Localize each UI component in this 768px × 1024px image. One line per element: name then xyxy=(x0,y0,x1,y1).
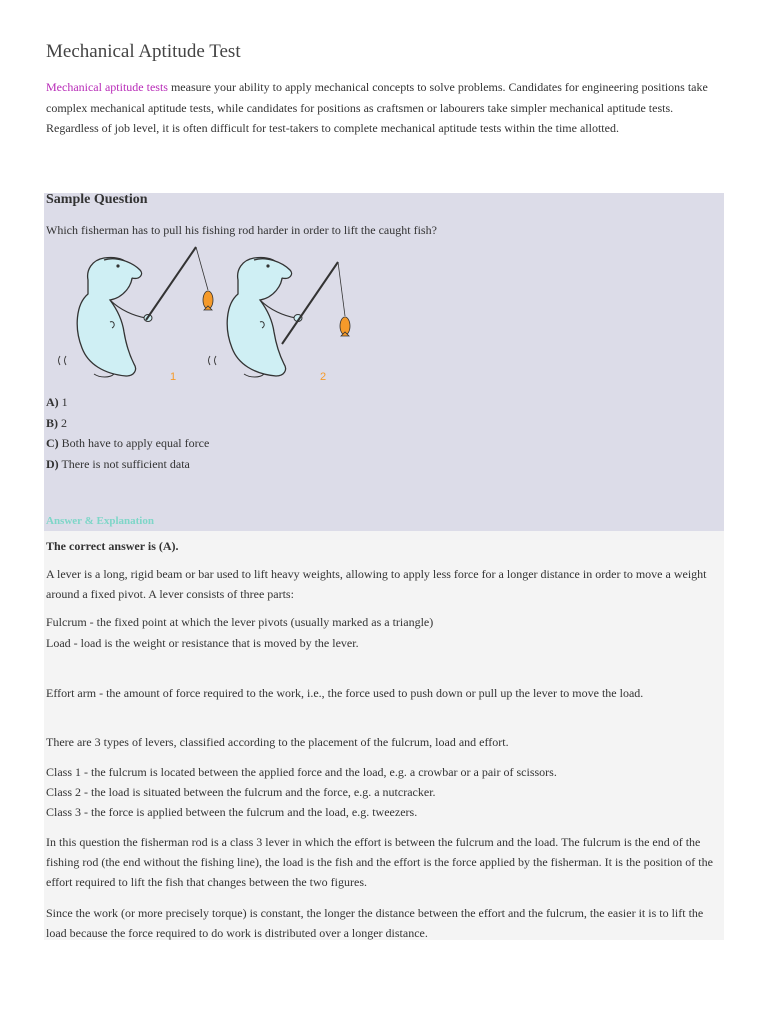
fish-1-icon xyxy=(203,291,213,310)
lever-definition: A lever is a long, rigid beam or bar used to lift heavy weights, allowing to apply less force for a longer distance in order to move a weight around a fixed pivot. A lever consists of three parts: xyxy=(46,567,707,601)
question-text: Which fisherman has to pull his fishing rod harder in order to lift the caught fish? xyxy=(46,223,437,237)
lever-types: There are 3 types of levers, classified according to the placement of the fulcrum, load and effort. xyxy=(46,735,509,749)
option-a[interactable]: A) 1 xyxy=(46,395,68,409)
load-definition: Load - load is the weight or resistance that is moved by the lever. xyxy=(46,636,359,650)
fishermen-figure xyxy=(54,244,364,386)
figure-label-2: 2 xyxy=(320,371,327,383)
option-c[interactable]: C) Both have to apply equal force xyxy=(46,436,210,451)
option-b[interactable]: B) 2 xyxy=(46,415,67,430)
effort-definition: Effort arm - the amount of force required to the work, i.e., the force used to push down or pull up the lever to move the load. xyxy=(46,686,644,700)
sample-question-heading: Sample Question xyxy=(46,192,148,207)
page-title: Mechanical Aptitude Test xyxy=(46,41,241,62)
fishing-line-2 xyxy=(338,262,345,316)
lever-class-2: Class 2 - the load is situated between the fulcrum and the force, e.g. a nutcracker. xyxy=(46,785,436,799)
answer-options xyxy=(46,392,209,475)
fishing-rod-1 xyxy=(146,247,196,320)
fish-2-icon xyxy=(340,317,350,336)
fishing-line-1 xyxy=(196,247,208,290)
correct-answer: The correct answer is (A). xyxy=(46,539,179,553)
intro-text: measure your ability to apply mechanical concepts to solve problems. Candidates for engineering positions take complex mechanical aptitude tests, while candidates for positions as craftsmen or labourers take simpler mechanical aptitude tests. Regardless of job level, it is often difficult for test-takers to complete mechanical aptitude tests within the time allotted. xyxy=(46,80,708,136)
figure-label-1: 1 xyxy=(170,371,177,383)
fisherman-2-illustration xyxy=(209,258,303,377)
explanation-paragraph-2: Since the work (or more precisely torque) is constant, the longer the distance between the effort and the fulcrum, the easier it is to lift the load because the force required to do work is distributed over a longer distance. xyxy=(46,906,704,940)
lever-class-3: Class 3 - the force is applied between the fulcrum and the load, e.g. tweezers. xyxy=(46,805,418,819)
mechanical-aptitude-tests-link[interactable]: Mechanical aptitude tests xyxy=(46,80,168,94)
intro-paragraph xyxy=(46,77,726,139)
option-d[interactable]: D) There is not sufficient data xyxy=(46,457,190,472)
fisherman-1-illustration xyxy=(59,258,153,377)
lever-class-1: Class 1 - the fulcrum is located between the applied force and the load, e.g. a crowbar or a pair of scissors. xyxy=(46,765,557,779)
answer-explanation-link[interactable]: Answer & Explanation xyxy=(46,515,154,527)
fulcrum-definition: Fulcrum - the fixed point at which the lever pivots (usually marked as a triangle) xyxy=(46,615,434,629)
explanation-paragraph-1: In this question the fisherman rod is a class 3 lever in which the effort is between the fulcrum and the load. The fulcrum is the end of the fishing rod (the end without the fishing line), the load is the fish and the effort is the force applied by the fisherman. It is the position of the effort required to lift the fish that changes between the two figures. xyxy=(46,835,713,889)
